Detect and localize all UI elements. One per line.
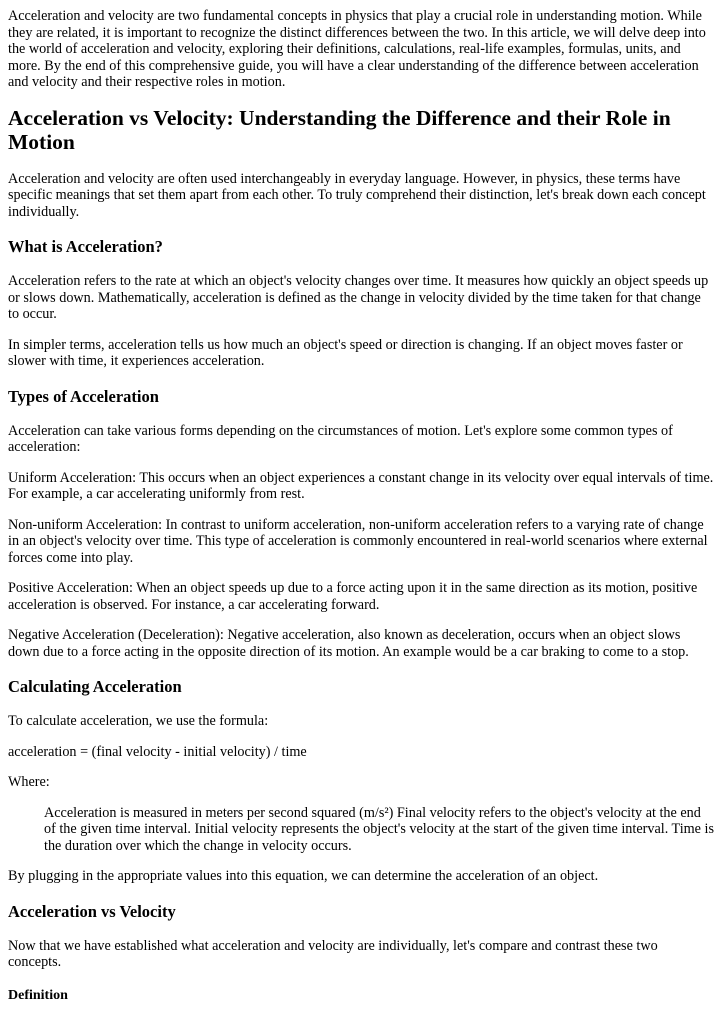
negative-acceleration-paragraph: Negative Acceleration (Deceleration): Negative acceleration, also known as deceleration, occurs when an object slows down due to a force acting in the opposite direction of its motion. An example would be a car braking to come to a stop.: [8, 627, 689, 660]
types-intro-paragraph: Acceleration can take various forms depending on the circumstances of motion. Let's explore some common types of acceleration:: [8, 422, 673, 455]
calc-outro-paragraph: By plugging in the appropriate values into this equation, we can determine the acceleration of an object.: [8, 868, 599, 884]
formula-definitions-quote: Acceleration is measured in meters per second squared (m/s²) Final velocity refers to the object's velocity at the end of the given time interval. Initial velocity represents the object's velocity at the start of the given time interval. Time is the duration over which the change in velocity occurs.: [44, 804, 714, 854]
definition-heading: Definition: [8, 987, 68, 1003]
types-of-acceleration-heading: Types of Acceleration: [8, 386, 159, 406]
main-paragraph: Acceleration and velocity are often used interchangeably in everyday language. However, in physics, these terms have specific meanings that set them apart from each other. To truly comprehend their distinction, let's break down each concept individually.: [8, 170, 706, 220]
what-is-acceleration-heading: What is Acceleration?: [8, 237, 163, 256]
where-label: Where:: [8, 774, 50, 790]
acceleration-formula: acceleration = (final velocity - initial velocity) / time: [8, 743, 307, 760]
calculating-acceleration-heading: Calculating Acceleration: [8, 677, 182, 696]
main-title: Acceleration vs Velocity: Understanding the Difference and their Role in Motion: [8, 105, 671, 154]
non-uniform-acceleration-paragraph: Non-uniform Acceleration: In contrast to uniform acceleration, non-uniform acceleration refers to a varying rate of change in an object's velocity over time. This type of acceleration is commonly encountered in real-world scenarios where external forces come into play.: [8, 516, 708, 566]
uniform-acceleration-paragraph: Uniform Acceleration: This occurs when an object experiences a constant change in its velocity over equal intervals of time. For example, a car accelerating uniformly from rest.: [8, 469, 714, 502]
avv-intro-paragraph: Now that we have established what acceleration and velocity are individually, let's compare and contrast these two concepts.: [8, 937, 658, 970]
what-is-acceleration-paragraph-1: Acceleration refers to the rate at which an object's velocity changes over time. It measures how quickly an object speeds up or slows down. Mathematically, acceleration is defined as the change in velocity divided by the time taken for that change to occur.: [8, 273, 709, 322]
what-is-acceleration-paragraph-2: In simpler terms, acceleration tells us how much an object's speed or direction is changing. If an object moves faster or slower with time, it experiences acceleration.: [8, 336, 683, 369]
intro-paragraph: Acceleration and velocity are two fundamental concepts in physics that play a crucial role in understanding motion. While they are related, it is important to recognize the distinct differences between the two. In this article, we will delve deep into the world of acceleration and velocity, exploring their definitions, calculations, real-life examples, formulas, units, and more. By the end of this comprehensive guide, you will have a clear understanding of the difference between acceleration and velocity and their respective roles in motion.: [8, 8, 706, 90]
positive-acceleration-paragraph: Positive Acceleration: When an object speeds up due to a force acting upon it in the same direction as its motion, positive acceleration is observed. For instance, a car accelerating forward.: [8, 580, 698, 613]
calc-intro-paragraph: To calculate acceleration, we use the formula:: [8, 713, 269, 729]
acceleration-vs-velocity-heading: Acceleration vs Velocity: [8, 901, 176, 921]
